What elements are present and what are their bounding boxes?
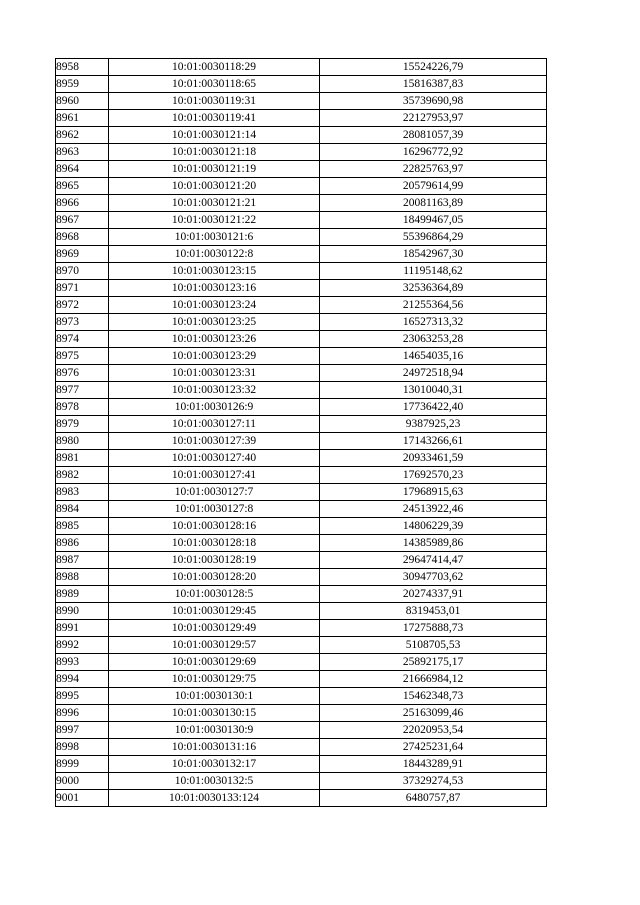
value-cell: 15816387,83 (320, 76, 547, 93)
value-cell: 28081057,39 (320, 127, 547, 144)
table-row (56, 382, 547, 399)
cadastral-number-cell: 10:01:0030133:124 (109, 790, 320, 807)
value-cell: 15524226,79 (320, 59, 547, 76)
row-number-cell: 8969 (56, 246, 109, 263)
cadastral-number-cell: 10:01:0030121:14 (109, 127, 320, 144)
table-row (56, 586, 547, 603)
value-cell: 18542967,30 (320, 246, 547, 263)
row-number-cell: 8978 (56, 399, 109, 416)
table-row (56, 195, 547, 212)
table-row (56, 263, 547, 280)
value-cell: 25892175,17 (320, 654, 547, 671)
cadastral-number-cell: 10:01:0030123:29 (109, 348, 320, 365)
value-cell: 20081163,89 (320, 195, 547, 212)
cadastral-number-cell: 10:01:0030129:49 (109, 620, 320, 637)
row-number-cell: 8960 (56, 93, 109, 110)
cadastral-number-cell: 10:01:0030131:16 (109, 739, 320, 756)
cadastral-number-cell: 10:01:0030130:15 (109, 705, 320, 722)
table-row (56, 127, 547, 144)
row-number-cell: 8984 (56, 501, 109, 518)
value-cell: 9387925,23 (320, 416, 547, 433)
value-cell: 22825763,97 (320, 161, 547, 178)
table-row (56, 93, 547, 110)
table-row (56, 178, 547, 195)
table-row (56, 433, 547, 450)
table-row (56, 654, 547, 671)
value-cell: 32536364,89 (320, 280, 547, 297)
value-cell: 8319453,01 (320, 603, 547, 620)
cadastral-number-cell: 10:01:0030127:40 (109, 450, 320, 467)
table-row (56, 705, 547, 722)
row-number-cell: 8961 (56, 110, 109, 127)
table-row (56, 331, 547, 348)
value-cell: 17692570,23 (320, 467, 547, 484)
table-row (56, 76, 547, 93)
cadastral-number-cell: 10:01:0030129:69 (109, 654, 320, 671)
value-cell: 17736422,40 (320, 399, 547, 416)
row-number-cell: 8971 (56, 280, 109, 297)
cadastral-number-cell: 10:01:0030123:15 (109, 263, 320, 280)
value-cell: 14385989,86 (320, 535, 547, 552)
row-number-cell: 8985 (56, 518, 109, 535)
table-row (56, 739, 547, 756)
value-cell: 17143266,61 (320, 433, 547, 450)
cadastral-number-cell: 10:01:0030127:11 (109, 416, 320, 433)
cadastral-number-cell: 10:01:0030121:20 (109, 178, 320, 195)
table-body (56, 59, 547, 807)
row-number-cell: 8964 (56, 161, 109, 178)
value-cell: 55396864,29 (320, 229, 547, 246)
cadastral-number-cell: 10:01:0030132:17 (109, 756, 320, 773)
value-cell: 16296772,92 (320, 144, 547, 161)
row-number-cell: 8988 (56, 569, 109, 586)
value-cell: 17275888,73 (320, 620, 547, 637)
row-number-cell: 8992 (56, 637, 109, 654)
cadastral-number-cell: 10:01:0030127:39 (109, 433, 320, 450)
cadastral-number-cell: 10:01:0030127:41 (109, 467, 320, 484)
table-row (56, 348, 547, 365)
cadastral-number-cell: 10:01:0030119:31 (109, 93, 320, 110)
table-row (56, 144, 547, 161)
table-row (56, 535, 547, 552)
row-number-cell: 8963 (56, 144, 109, 161)
cadastral-number-cell: 10:01:0030123:16 (109, 280, 320, 297)
table-row (56, 399, 547, 416)
table-row (56, 212, 547, 229)
value-cell: 22020953,54 (320, 722, 547, 739)
row-number-cell: 8986 (56, 535, 109, 552)
table-row (56, 246, 547, 263)
cadastral-number-cell: 10:01:0030121:21 (109, 195, 320, 212)
row-number-cell: 8967 (56, 212, 109, 229)
row-number-cell: 8994 (56, 671, 109, 688)
cadastral-number-cell: 10:01:0030123:25 (109, 314, 320, 331)
table-row (56, 790, 547, 807)
table-row (56, 569, 547, 586)
value-cell: 27425231,64 (320, 739, 547, 756)
row-number-cell: 8958 (56, 59, 109, 76)
table-row (56, 59, 547, 76)
table-row (56, 280, 547, 297)
value-cell: 30947703,62 (320, 569, 547, 586)
row-number-cell: 8966 (56, 195, 109, 212)
row-number-cell: 8959 (56, 76, 109, 93)
table-row (56, 467, 547, 484)
table-row (56, 552, 547, 569)
table-row (56, 722, 547, 739)
value-cell: 18499467,05 (320, 212, 547, 229)
table-row (56, 501, 547, 518)
table-row (56, 365, 547, 382)
table-row (56, 620, 547, 637)
table-row (56, 161, 547, 178)
cadastral-number-cell: 10:01:0030129:75 (109, 671, 320, 688)
table-row (56, 110, 547, 127)
table-row (56, 773, 547, 790)
value-cell: 20579614,99 (320, 178, 547, 195)
value-cell: 21255364,56 (320, 297, 547, 314)
value-cell: 15462348,73 (320, 688, 547, 705)
value-cell: 24513922,46 (320, 501, 547, 518)
row-number-cell: 8990 (56, 603, 109, 620)
table-row (56, 450, 547, 467)
cadastral-number-cell: 10:01:0030127:8 (109, 501, 320, 518)
cadastral-value-table (55, 58, 547, 807)
row-number-cell: 8997 (56, 722, 109, 739)
value-cell: 20933461,59 (320, 450, 547, 467)
row-number-cell: 8995 (56, 688, 109, 705)
cadastral-number-cell: 10:01:0030128:5 (109, 586, 320, 603)
value-cell: 23063253,28 (320, 331, 547, 348)
cadastral-number-cell: 10:01:0030123:24 (109, 297, 320, 314)
table-row (56, 484, 547, 501)
table-row (56, 416, 547, 433)
row-number-cell: 8976 (56, 365, 109, 382)
cadastral-number-cell: 10:01:0030129:45 (109, 603, 320, 620)
row-number-cell: 8989 (56, 586, 109, 603)
row-number-cell: 8974 (56, 331, 109, 348)
value-cell: 21666984,12 (320, 671, 547, 688)
value-cell: 17968915,63 (320, 484, 547, 501)
cadastral-number-cell: 10:01:0030130:9 (109, 722, 320, 739)
value-cell: 20274337,91 (320, 586, 547, 603)
row-number-cell: 8987 (56, 552, 109, 569)
cadastral-number-cell: 10:01:0030128:16 (109, 518, 320, 535)
cadastral-number-cell: 10:01:0030119:41 (109, 110, 320, 127)
row-number-cell: 8983 (56, 484, 109, 501)
row-number-cell: 8982 (56, 467, 109, 484)
cadastral-number-cell: 10:01:0030128:19 (109, 552, 320, 569)
row-number-cell: 8993 (56, 654, 109, 671)
table-row (56, 671, 547, 688)
value-cell: 29647414,47 (320, 552, 547, 569)
cadastral-number-cell: 10:01:0030118:65 (109, 76, 320, 93)
row-number-cell: 8968 (56, 229, 109, 246)
value-cell: 37329274,53 (320, 773, 547, 790)
cadastral-number-cell: 10:01:0030123:26 (109, 331, 320, 348)
row-number-cell: 8980 (56, 433, 109, 450)
row-number-cell: 8973 (56, 314, 109, 331)
cadastral-number-cell: 10:01:0030123:31 (109, 365, 320, 382)
row-number-cell: 8972 (56, 297, 109, 314)
row-number-cell: 8965 (56, 178, 109, 195)
value-cell: 35739690,98 (320, 93, 547, 110)
value-cell: 16527313,32 (320, 314, 547, 331)
value-cell: 18443289,91 (320, 756, 547, 773)
table-row (56, 637, 547, 654)
cadastral-number-cell: 10:01:0030121:22 (109, 212, 320, 229)
row-number-cell: 8998 (56, 739, 109, 756)
table-row (56, 603, 547, 620)
table-row (56, 518, 547, 535)
cadastral-number-cell: 10:01:0030121:6 (109, 229, 320, 246)
table-row (56, 756, 547, 773)
row-number-cell: 8977 (56, 382, 109, 399)
row-number-cell: 8999 (56, 756, 109, 773)
cadastral-number-cell: 10:01:0030130:1 (109, 688, 320, 705)
cadastral-number-cell: 10:01:0030129:57 (109, 637, 320, 654)
cadastral-number-cell: 10:01:0030126:9 (109, 399, 320, 416)
row-number-cell: 8962 (56, 127, 109, 144)
cadastral-number-cell: 10:01:0030118:29 (109, 59, 320, 76)
row-number-cell: 8979 (56, 416, 109, 433)
table-row (56, 688, 547, 705)
value-cell: 14806229,39 (320, 518, 547, 535)
cadastral-number-cell: 10:01:0030128:18 (109, 535, 320, 552)
table-row (56, 229, 547, 246)
value-cell: 5108705,53 (320, 637, 547, 654)
value-cell: 22127953,97 (320, 110, 547, 127)
cadastral-number-cell: 10:01:0030128:20 (109, 569, 320, 586)
row-number-cell: 9001 (56, 790, 109, 807)
cadastral-number-cell: 10:01:0030121:18 (109, 144, 320, 161)
row-number-cell: 8981 (56, 450, 109, 467)
value-cell: 14654035,16 (320, 348, 547, 365)
value-cell: 24972518,94 (320, 365, 547, 382)
row-number-cell: 8975 (56, 348, 109, 365)
row-number-cell: 9000 (56, 773, 109, 790)
table-row (56, 297, 547, 314)
cadastral-number-cell: 10:01:0030122:8 (109, 246, 320, 263)
row-number-cell: 8970 (56, 263, 109, 280)
value-cell: 11195148,62 (320, 263, 547, 280)
row-number-cell: 8991 (56, 620, 109, 637)
cadastral-number-cell: 10:01:0030132:5 (109, 773, 320, 790)
cadastral-number-cell: 10:01:0030127:7 (109, 484, 320, 501)
cadastral-number-cell: 10:01:0030123:32 (109, 382, 320, 399)
value-cell: 13010040,31 (320, 382, 547, 399)
value-cell: 6480757,87 (320, 790, 547, 807)
table-row (56, 314, 547, 331)
row-number-cell: 8996 (56, 705, 109, 722)
value-cell: 25163099,46 (320, 705, 547, 722)
cadastral-number-cell: 10:01:0030121:19 (109, 161, 320, 178)
